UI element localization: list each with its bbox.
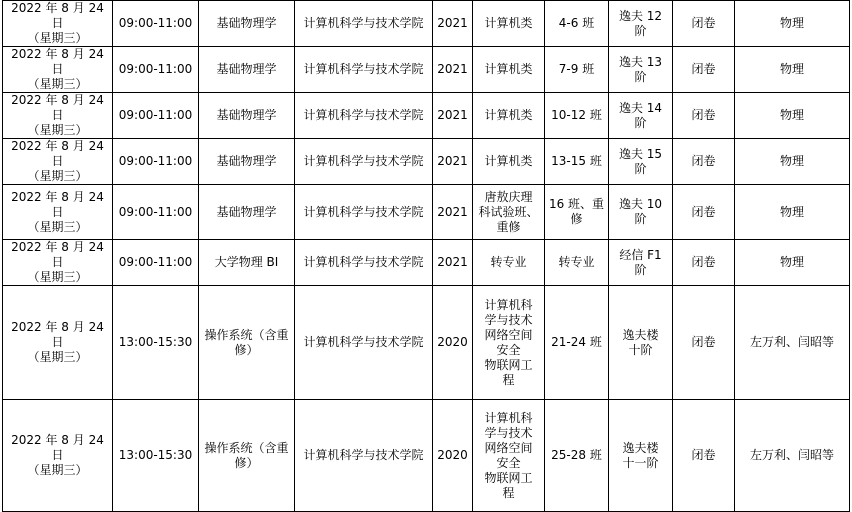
- college-text: 计算机科学与技术学院: [303, 154, 424, 168]
- course-cell: [199, 1, 295, 47]
- exam-mode-cell: [673, 93, 735, 139]
- major-text: 计算机类: [484, 154, 533, 168]
- course-text: 基础物理学: [216, 204, 277, 219]
- college-cell: [295, 139, 433, 185]
- date-cell: [3, 139, 113, 185]
- classes-cell: [545, 286, 609, 400]
- date-cell: [3, 47, 113, 93]
- course-cell: [199, 47, 295, 93]
- major-text: 计算机类: [484, 108, 533, 122]
- course-text: 基础物理学: [216, 154, 277, 168]
- college-text: 计算机科学与技术学院: [303, 108, 424, 122]
- major-cell: [473, 1, 545, 47]
- table-row: [3, 47, 850, 93]
- room-text: 逸夫楼 十阶: [622, 327, 659, 357]
- room-text: 逸夫 12 阶: [618, 8, 663, 38]
- exam-mode-text: 闭卷: [691, 335, 716, 349]
- college-cell: [295, 286, 433, 400]
- exam-mode-cell: [673, 240, 735, 286]
- major-text: 计算机科 学与技术 网络空间 安全 物联网工 程: [484, 297, 533, 387]
- course-text: 操作系统（含重 修）: [204, 327, 289, 357]
- college-text: 计算机科学与技术学院: [303, 62, 424, 76]
- date-text: 2022 年 8 月 24 日 （星期三）: [11, 1, 104, 45]
- grade-cell: [433, 139, 473, 185]
- room-cell: [609, 47, 673, 93]
- room-text: 逸夫楼 十一阶: [622, 440, 659, 470]
- major-text: 计算机科 学与技术 网络空间 安全 物联网工 程: [484, 410, 533, 500]
- classes-text: 10-12 班: [551, 108, 602, 122]
- teacher-text: 物理: [779, 204, 804, 219]
- classes-cell: [545, 400, 609, 512]
- college-text: 计算机科学与技术学院: [303, 16, 424, 30]
- room-text: 逸夫 13 阶: [618, 54, 663, 84]
- grade-cell: [433, 286, 473, 400]
- teacher-text: 物理: [779, 255, 804, 269]
- date-cell: [3, 185, 113, 240]
- grade-text: 2021: [437, 62, 468, 76]
- exam-mode-cell: [673, 185, 735, 240]
- table-row: [3, 93, 850, 139]
- teacher-text: 物理: [779, 108, 804, 122]
- exam-mode-text: 闭卷: [691, 255, 716, 269]
- course-text: 操作系统（含重 修）: [204, 440, 289, 470]
- time-cell: [113, 240, 199, 286]
- time-cell: [113, 286, 199, 400]
- major-cell: [473, 400, 545, 512]
- teacher-cell: [735, 286, 850, 400]
- date-text: 2022 年 8 月 24 日 （星期三）: [11, 47, 104, 91]
- exam-mode-text: 闭卷: [691, 154, 716, 168]
- teacher-cell: [735, 1, 850, 47]
- room-text: 经信 F1 阶: [619, 247, 662, 277]
- college-text: 计算机科学与技术学院: [303, 204, 424, 219]
- grade-text: 2021: [437, 108, 468, 122]
- table-row: [3, 1, 850, 47]
- classes-cell: [545, 240, 609, 286]
- time-text: 09:00-11:00: [118, 108, 193, 122]
- grade-cell: [433, 93, 473, 139]
- course-cell: [199, 185, 295, 240]
- course-cell: [199, 139, 295, 185]
- classes-cell: [545, 93, 609, 139]
- teacher-cell: [735, 185, 850, 240]
- major-cell: [473, 93, 545, 139]
- classes-cell: [545, 139, 609, 185]
- exam-mode-cell: [673, 139, 735, 185]
- teacher-cell: [735, 93, 850, 139]
- exam-schedule-table: [2, 0, 850, 512]
- grade-text: 2021: [437, 16, 468, 30]
- exam-mode-text: 闭卷: [691, 108, 716, 122]
- date-cell: [3, 1, 113, 47]
- course-text: 大学物理 BI: [214, 255, 279, 269]
- classes-text: 21-24 班: [551, 335, 602, 349]
- college-text: 计算机科学与技术学院: [303, 255, 424, 269]
- classes-text: 4-6 班: [558, 16, 595, 30]
- exam-mode-text: 闭卷: [691, 62, 716, 76]
- classes-text: 13-15 班: [551, 154, 602, 168]
- room-cell: [609, 286, 673, 400]
- date-text: 2022 年 8 月 24 日 （星期三）: [11, 240, 104, 284]
- time-text: 09:00-11:00: [118, 62, 193, 76]
- college-cell: [295, 240, 433, 286]
- college-cell: [295, 185, 433, 240]
- teacher-text: 物理: [779, 62, 804, 76]
- exam-mode-cell: [673, 286, 735, 400]
- major-text: 计算机类: [484, 16, 533, 30]
- grade-cell: [433, 185, 473, 240]
- room-cell: [609, 400, 673, 512]
- major-cell: [473, 286, 545, 400]
- grade-cell: [433, 400, 473, 512]
- table-row: [3, 185, 850, 240]
- room-cell: [609, 139, 673, 185]
- college-cell: [295, 1, 433, 47]
- time-text: 09:00-11:00: [118, 204, 193, 219]
- exam-mode-cell: [673, 1, 735, 47]
- time-text: 13:00-15:30: [118, 448, 193, 462]
- date-cell: [3, 400, 113, 512]
- exam-mode-cell: [673, 400, 735, 512]
- grade-text: 2020: [437, 448, 468, 462]
- grade-cell: [433, 240, 473, 286]
- table-row: [3, 286, 850, 400]
- course-cell: [199, 286, 295, 400]
- classes-cell: [545, 185, 609, 240]
- classes-text: 7-9 班: [558, 62, 595, 76]
- course-cell: [199, 93, 295, 139]
- major-text: 转专业: [490, 255, 527, 269]
- table-row: [3, 240, 850, 286]
- grade-text: 2021: [437, 255, 468, 269]
- time-text: 09:00-11:00: [118, 16, 193, 30]
- classes-text: 转专业: [558, 255, 595, 269]
- college-cell: [295, 93, 433, 139]
- teacher-text: 物理: [779, 154, 804, 168]
- room-cell: [609, 1, 673, 47]
- exam-mode-cell: [673, 47, 735, 93]
- room-text: 逸夫 14 阶: [618, 100, 663, 130]
- teacher-text: 左万利、闫昭等: [749, 335, 834, 349]
- date-text: 2022 年 8 月 24 日 （星期三）: [11, 433, 104, 477]
- time-cell: [113, 139, 199, 185]
- major-cell: [473, 185, 545, 240]
- date-text: 2022 年 8 月 24 日 （星期三）: [11, 320, 104, 364]
- time-cell: [113, 185, 199, 240]
- table-row: [3, 400, 850, 512]
- classes-text: 25-28 班: [551, 448, 602, 462]
- course-text: 基础物理学: [216, 108, 277, 122]
- major-cell: [473, 139, 545, 185]
- classes-text: 16 班、重 修: [548, 197, 605, 226]
- teacher-cell: [735, 47, 850, 93]
- grade-cell: [433, 1, 473, 47]
- teacher-text: 左万利、闫昭等: [749, 448, 834, 462]
- date-cell: [3, 240, 113, 286]
- classes-cell: [545, 1, 609, 47]
- exam-mode-text: 闭卷: [691, 204, 716, 219]
- time-text: 13:00-15:30: [118, 335, 193, 349]
- date-text: 2022 年 8 月 24 日 （星期三）: [11, 93, 104, 137]
- grade-text: 2021: [437, 154, 468, 168]
- college-cell: [295, 400, 433, 512]
- teacher-text: 物理: [779, 16, 804, 30]
- time-cell: [113, 400, 199, 512]
- exam-mode-text: 闭卷: [691, 448, 716, 462]
- college-text: 计算机科学与技术学院: [303, 335, 424, 349]
- course-cell: [199, 240, 295, 286]
- room-cell: [609, 185, 673, 240]
- room-text: 逸夫 15 阶: [618, 146, 663, 176]
- college-text: 计算机科学与技术学院: [303, 448, 424, 462]
- room-cell: [609, 93, 673, 139]
- date-cell: [3, 93, 113, 139]
- major-text: 计算机类: [484, 62, 533, 76]
- room-cell: [609, 240, 673, 286]
- major-cell: [473, 47, 545, 93]
- time-text: 09:00-11:00: [118, 255, 193, 269]
- grade-cell: [433, 47, 473, 93]
- major-cell: [473, 240, 545, 286]
- course-text: 基础物理学: [216, 16, 277, 30]
- date-cell: [3, 286, 113, 400]
- date-text: 2022 年 8 月 24 日 （星期三）: [11, 189, 104, 234]
- time-cell: [113, 93, 199, 139]
- teacher-cell: [735, 240, 850, 286]
- table-row: [3, 139, 850, 185]
- time-cell: [113, 47, 199, 93]
- time-text: 09:00-11:00: [118, 154, 193, 168]
- teacher-cell: [735, 139, 850, 185]
- college-cell: [295, 47, 433, 93]
- exam-mode-text: 闭卷: [691, 16, 716, 30]
- grade-text: 2021: [437, 204, 468, 219]
- date-text: 2022 年 8 月 24 日 （星期三）: [11, 139, 104, 183]
- time-cell: [113, 1, 199, 47]
- room-text: 逸夫 10 阶: [618, 197, 663, 226]
- table-body: [3, 1, 850, 512]
- course-text: 基础物理学: [216, 62, 277, 76]
- classes-cell: [545, 47, 609, 93]
- teacher-cell: [735, 400, 850, 512]
- course-cell: [199, 400, 295, 512]
- major-text: 唐敖庆理 科试验班、 重修: [478, 189, 539, 234]
- grade-text: 2020: [437, 335, 468, 349]
